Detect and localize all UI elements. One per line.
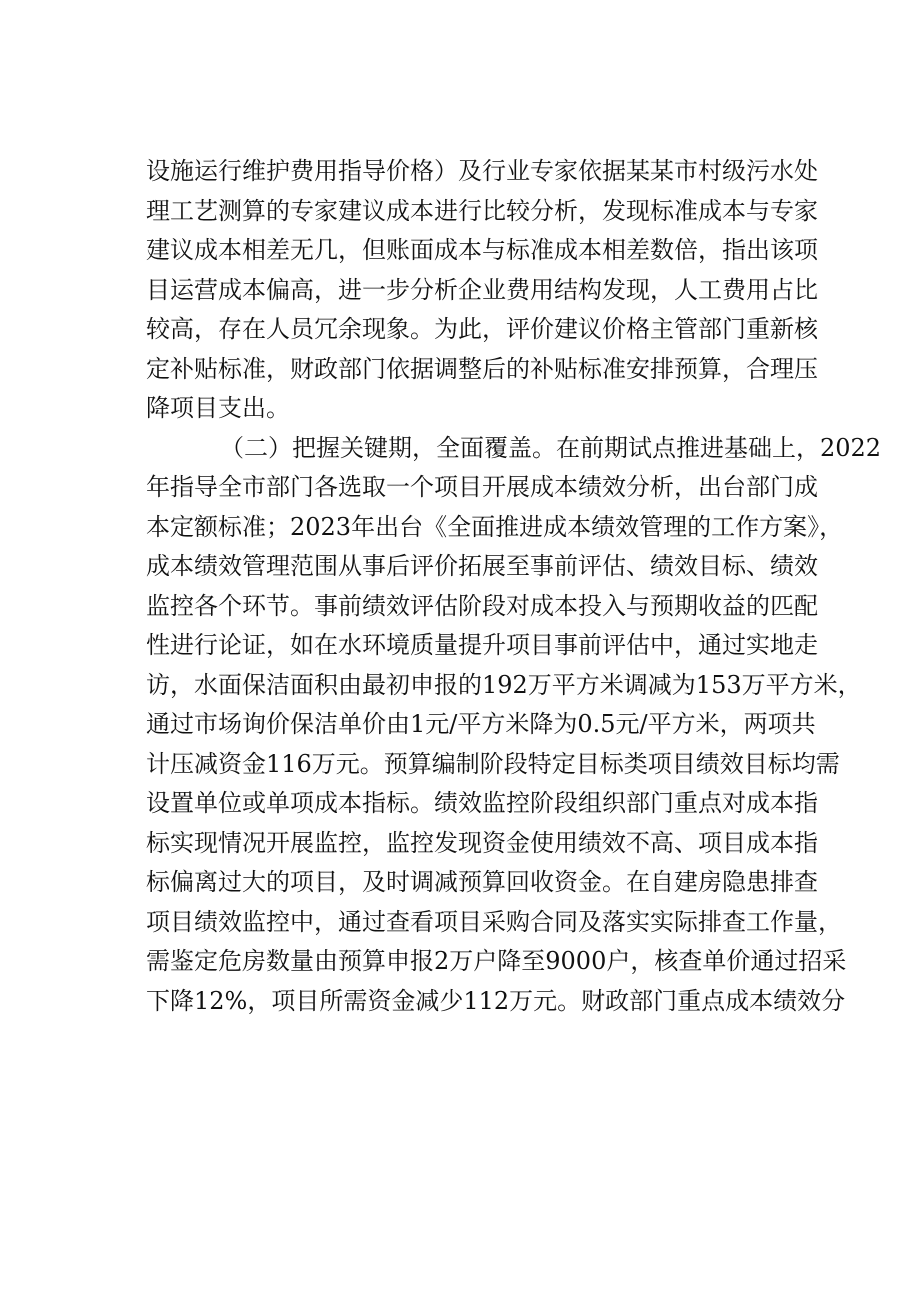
paragraph-2-line: 计压减资金116万元。预算编制阶段特定目标类项目绩效目标均需 (146, 749, 840, 778)
paragraph-2-line: 下降12%，项目所需资金减少112万元。财政部门重点成本绩效分 (146, 986, 846, 1015)
paragraph-1-line: 设施运行维护费用指导价格）及行业专家依据某某市村级污水处 (146, 157, 818, 185)
paragraph-2-line: 通过市场询价保洁单价由1元/平方米降为0.5元/平方米，两项共 (146, 710, 816, 738)
paragraph-2-line: 年指导全市部门各选取一个项目开展成本绩效分析，出台部门成 (146, 473, 818, 501)
paragraph-2-line: 标偏离过大的项目，及时调减预算回收资金。在自建房隐患排查 (146, 868, 818, 896)
paragraph-2-line: 访，水面保洁面积由最初申报的192万平方米调减为153万平方米， (146, 670, 862, 699)
paragraph-1-line: 建议成本相差无几，但账面成本与标准成本相差数倍，指出该项 (146, 236, 818, 264)
paragraph-2-line: 标实现情况开展监控，监控发现资金使用绩效不高、项目成本指 (146, 828, 818, 857)
paragraph-1 (146, 152, 818, 429)
paragraph-2-line: 项目绩效监控中，通过查看项目采购合同及落实实际排查工作量， (146, 907, 842, 936)
paragraph-2-line: 监控各个环节。事前绩效评估阶段对成本投入与预期收益的匹配 (146, 591, 818, 620)
paragraph-2-line: 设置单位或单项成本指标。绩效监控阶段组织部门重点对成本指 (146, 789, 818, 817)
paragraph-2-line: 需鉴定危房数量由预算申报2万户降至9000户，核查单价通过招采 (146, 947, 847, 975)
paragraph-2-line: 性进行论证，如在水环境质量提升项目事前评估中，通过实地走 (146, 631, 818, 659)
paragraph-1-line: 降项目支出。 (146, 394, 290, 422)
paragraph-1-line: 定补贴标准，财政部门依据调整后的补贴标准安排预算，合理压 (146, 354, 818, 383)
paragraph-2-line: 本定额标准；2023年出台《全面推进成本绩效管理的工作方案》， (146, 512, 844, 541)
document-body (146, 152, 882, 1021)
paragraph-2-line: （二）把握关键期，全面覆盖。在前期试点推进基础上，2022 (220, 433, 882, 462)
paragraph-1-line: 较高，存在人员冗余现象。为此，评价建议价格主管部门重新核 (146, 315, 818, 343)
paragraph-1-line: 理工艺测算的专家建议成本进行比较分析，发现标准成本与专家 (146, 196, 818, 225)
paragraph-2-line: 成本绩效管理范围从事后评价拓展至事前评估、绩效目标、绩效 (146, 552, 818, 580)
paragraph-1-line: 目运营成本偏高，进一步分析企业费用结构发现，人工费用占比 (146, 275, 818, 304)
paragraph-2 (146, 429, 882, 1022)
